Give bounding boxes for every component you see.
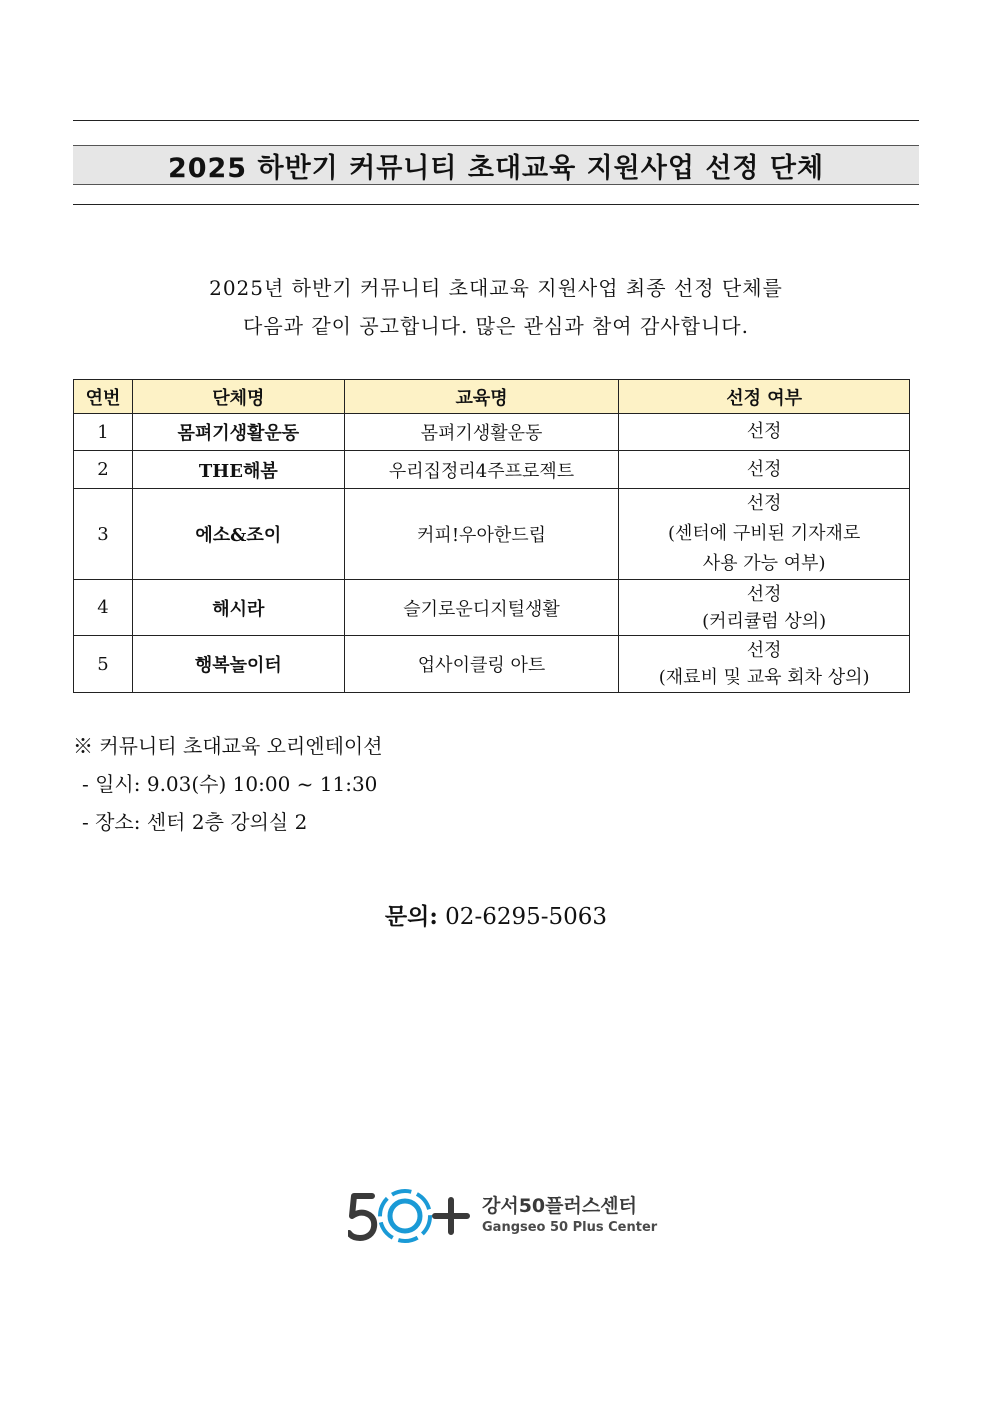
table-row [74,636,910,693]
result-note: (커리큘럼 상의) [702,610,827,632]
logo-mark-icon [348,1187,473,1247]
table-row [74,451,910,489]
orientation-place: - 장소: 센터 2층 강의실 2 [82,810,308,834]
result-label: 선정 [746,458,782,480]
selection-table [73,379,910,693]
cell-result [619,414,910,451]
title-band [73,145,919,185]
header-result: 선정 여부 [619,380,910,414]
table-row [74,489,910,580]
cell-result [619,451,910,489]
cell-no: 5 [74,636,133,693]
result-label: 선정 [746,640,782,661]
cell-result [619,489,910,580]
cell-no: 2 [74,451,133,489]
cell-no: 3 [74,489,133,580]
orientation-heading: ※ 커뮤니티 초대교육 오리엔테이션 [73,734,383,758]
header-group: 단체명 [132,380,344,414]
orientation-date: - 일시: 9.03(수) 10:00 ~ 11:30 [82,772,378,796]
header-course: 교육명 [344,380,619,414]
result-label: 선정 [746,583,782,605]
cell-course: 업사이클링 아트 [344,636,619,693]
cell-result [619,636,910,693]
bottom-rule [73,204,919,205]
cell-no: 4 [74,580,133,636]
table-header-row [74,380,910,414]
cell-group: 해시라 [132,580,344,636]
contact-label: 문의: [384,903,438,930]
result-note: 사용 가능 여부) [702,553,826,574]
top-rule [73,120,919,121]
cell-no: 1 [74,414,133,451]
cell-group: 에소&조이 [132,489,344,580]
contact-phone: 02-6295-5063 [445,904,608,930]
result-note: (재료비 및 교육 회차 상의) [658,667,870,688]
cell-course: 슬기로운디지털생활 [344,580,619,636]
contact-line [0,898,992,931]
result-label: 선정 [746,493,782,514]
cell-course: 우리집정리4주프로젝트 [344,451,619,489]
intro-line-2: 다음과 같이 공고합니다. 많은 관심과 참여 감사합니다. [243,314,749,338]
result-note: (센터에 구비된 기자재로 [667,523,861,544]
cell-result [619,580,910,636]
cell-group: THE해봄 [132,451,344,489]
table-row [74,414,910,451]
cell-group: 행복놀이터 [132,636,344,693]
intro-line-1: 2025년 하반기 커뮤니티 초대교육 지원사업 최종 선정 단체를 [209,276,783,300]
table-row [74,580,910,636]
page-title: 2025 하반기 커뮤니티 초대교육 지원사업 선정 단체 [167,152,825,184]
center-logo [348,1187,658,1247]
result-label: 선정 [746,421,782,442]
cell-course: 커피!우아한드립 [344,489,619,580]
cell-group: 몸펴기생활운동 [132,414,344,451]
logo-english-name: Gangseo 50 Plus Center [482,1220,658,1235]
cell-course: 몸펴기생활운동 [344,414,619,451]
header-no: 연번 [74,380,133,414]
logo-korean-name: 강서50플러스센터 [482,1195,637,1217]
